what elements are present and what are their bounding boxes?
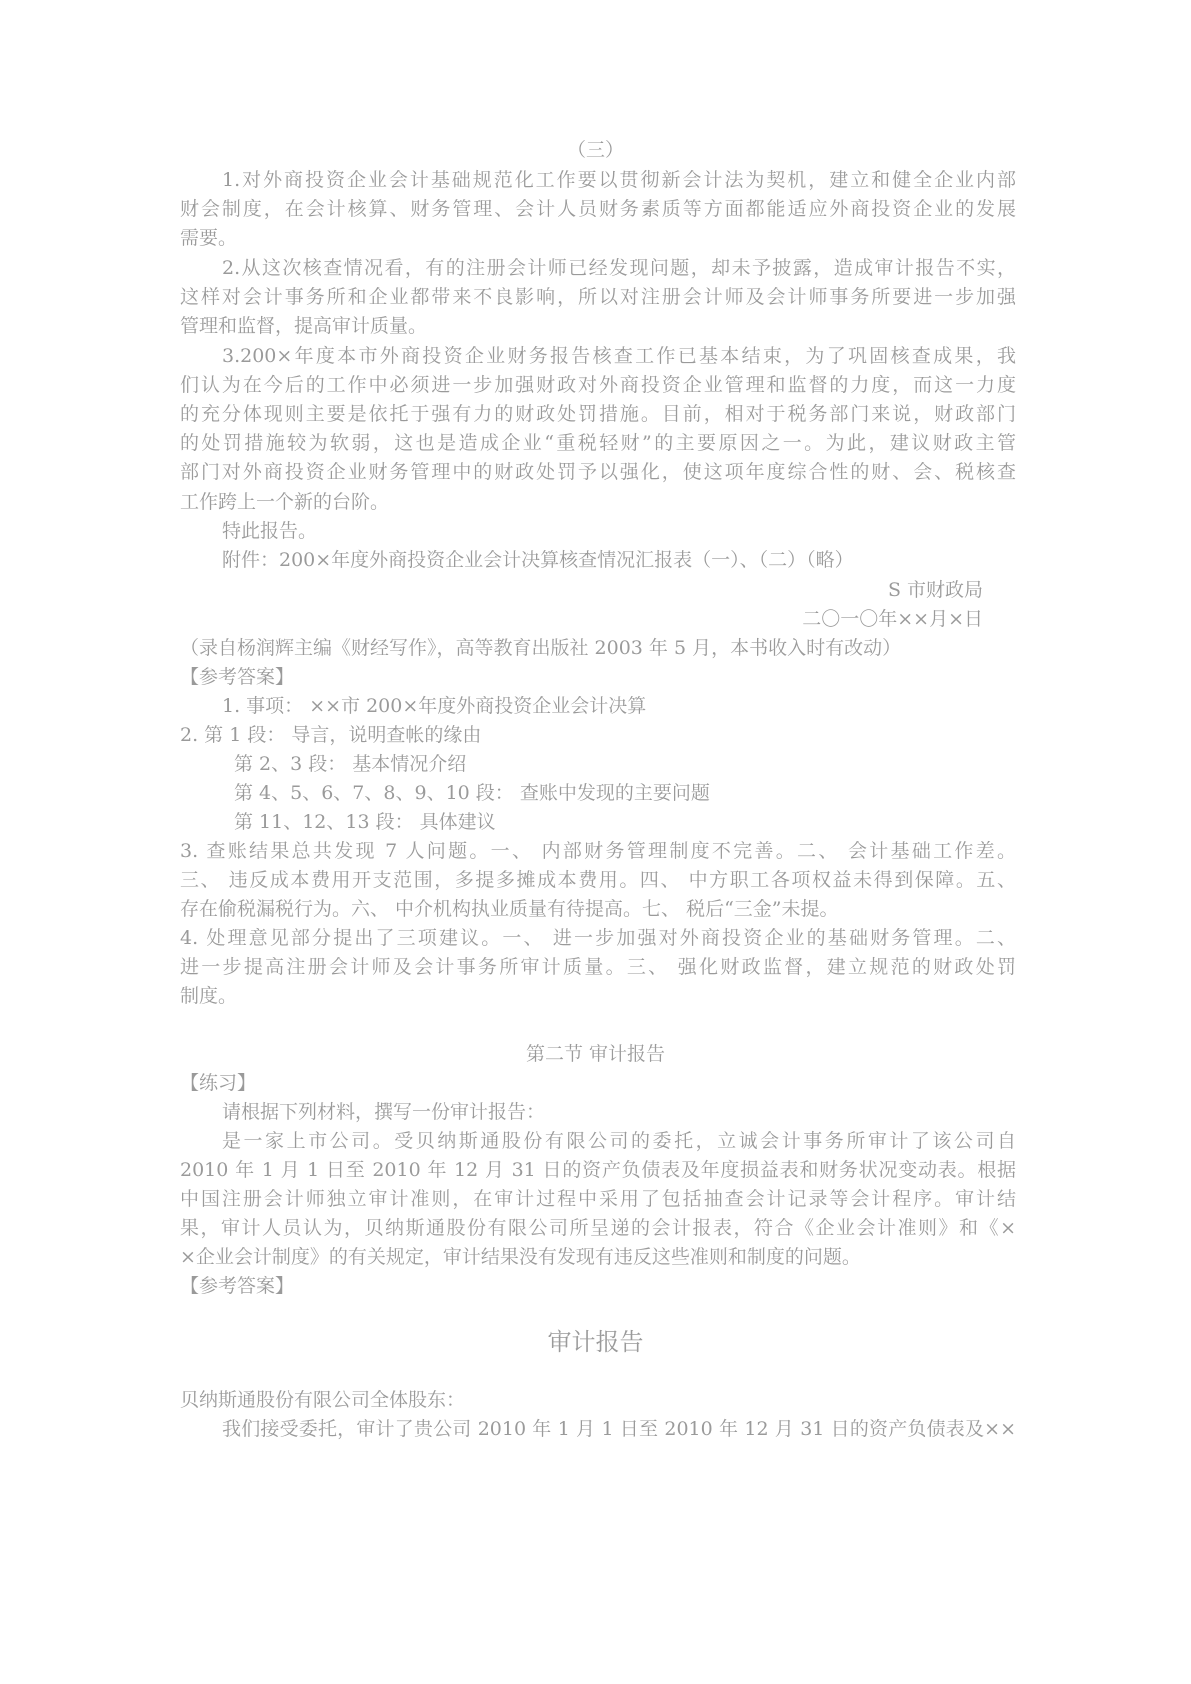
signing-date: 二〇一〇年××月×日 (802, 608, 983, 630)
exercise-line3: 中国注册会计师独立审计准则，在审计过程中采用了包括抽查会计记录等会计程序。审计结 (180, 1188, 1016, 1210)
para3-line6: 工作跨上一个新的台阶。 (180, 491, 390, 513)
answer-item-4-line2: 进一步提高注册会计师及会计事务所审计质量。三、 强化财政监督，建立规范的财政处罚 (180, 956, 1016, 978)
para3-line4: 的处罚措施较为软弱，这也是造成企业“重税轻财”的主要原因之一。为此，建议财政主管 (180, 432, 1016, 454)
source-note: （录自杨润辉主编《财经写作》，高等教育出版社 2003 年 5 月，本书收入时有改动） (180, 637, 902, 659)
answer-item-1: 1. 事项： ××市 200×年度外商投资企业会计决算 (222, 695, 647, 717)
section2-title: 第二节 审计报告 (525, 1043, 666, 1065)
para1-line2: 财会制度，在会计核算、财务管理、会计人员财务素质等方面都能适应外商投资企业的发展 (180, 198, 1016, 220)
exercise-line4: 果，审计人员认为，贝纳斯通股份有限公司所呈递的会计报表，符合《企业会计准则》和《× (180, 1217, 1016, 1239)
exercise-line2: 2010 年 1 月 1 日至 2010 年 12 月 31 日的资产负债表及年度损益表和财务状况变动表。根据 (180, 1159, 1016, 1181)
answer-item-3-line3: 存在偷税漏税行为。六、 中介机构执业质量有待提高。七、 税后“三金”未提。 (180, 898, 839, 920)
report-addressee: 贝纳斯通股份有限公司全体股东： (180, 1389, 466, 1411)
para3-line3: 的充分体现则主要是依托于强有力的财政处罚措施。目前，相对于税务部门来说，财政部门 (180, 403, 1016, 425)
para2-line2: 这样对会计事务所和企业都带来不良影响，所以对注册会计师及会计师事务所要进一步加强 (180, 286, 1016, 308)
exercise-line1: 是一家上市公司。受贝纳斯通股份有限公司的委托，立诚会计事务所审计了该公司自 (222, 1130, 1016, 1152)
answer-item-3-line1: 3. 查账结果总共发现 7 人问题。一、 内部财务管理制度不完善。二、 会计基础工作差。 (180, 840, 1016, 862)
para2-line1: 2.从这次核查情况看，有的注册会计师已经发现问题，却未予披露，造成审计报告不实， (222, 257, 1016, 279)
para3-line1: 3.200×年度本市外商投资企业财务报告核查工作已基本结束，为了巩固核查成果，我 (222, 345, 1016, 367)
answer-item-2c: 第 4、5、6、7、8、9、10 段： 查账中发现的主要问题 (234, 782, 710, 804)
para1-line3: 需要。 (180, 227, 238, 249)
para2-line3: 管理和监督，提高审计质量。 (180, 315, 428, 337)
section-mark: （三） (566, 139, 624, 161)
closing-text: 特此报告。 (222, 520, 318, 542)
answer-item-2d: 第 11、12、13 段： 具体建议 (234, 811, 496, 833)
answer-heading: 【参考答案】 (180, 666, 295, 688)
para3-line5: 部门对外商投资企业财务管理中的财政处罚予以强化，使这项年度综合性的财、会、税核查 (180, 461, 1016, 483)
exercise-heading: 【练习】 (180, 1072, 257, 1094)
signer: S 市财政局 (887, 579, 983, 601)
exercise-line5: ×企业会计制度》的有关规定，审计结果没有发现有违反这些准则和制度的问题。 (180, 1246, 861, 1268)
answer-item-2: 2. 第 1 段： 导言，说明查帐的缘由 (180, 724, 482, 746)
attachment-text: 附件：200×年度外商投资企业会计决算核查情况汇报表（一）、（二）（略） (222, 549, 854, 571)
answer-heading-2: 【参考答案】 (180, 1275, 295, 1297)
report-first-line: 我们接受委托，审计了贵公司 2010 年 1 月 1 日至 2010 年 12 月 31 日的资产负债表及×× (222, 1418, 1016, 1440)
answer-item-4-line1: 4. 处理意见部分提出了三项建议。一、 进一步加强对外商投资企业的基础财务管理。二、 (180, 927, 1016, 949)
para1-line1: 1.对外商投资企业会计基础规范化工作要以贯彻新会计法为契机，建立和健全企业内部 (222, 169, 1016, 191)
exercise-intro: 请根据下列材料，撰写一份审计报告： (222, 1101, 546, 1123)
answer-item-3-line2: 三、 违反成本费用开支范围，多提多摊成本费用。四、 中方职工各项权益未得到保障。五、 (180, 869, 1016, 891)
answer-item-4-line3: 制度。 (180, 985, 238, 1007)
answer-item-2b: 第 2、3 段： 基本情况介绍 (234, 753, 467, 775)
report-title: 审计报告 (547, 1328, 644, 1356)
para3-line2: 们认为在今后的工作中必须进一步加强财政对外商投资企业管理和监督的力度，而这一力度 (180, 374, 1016, 396)
